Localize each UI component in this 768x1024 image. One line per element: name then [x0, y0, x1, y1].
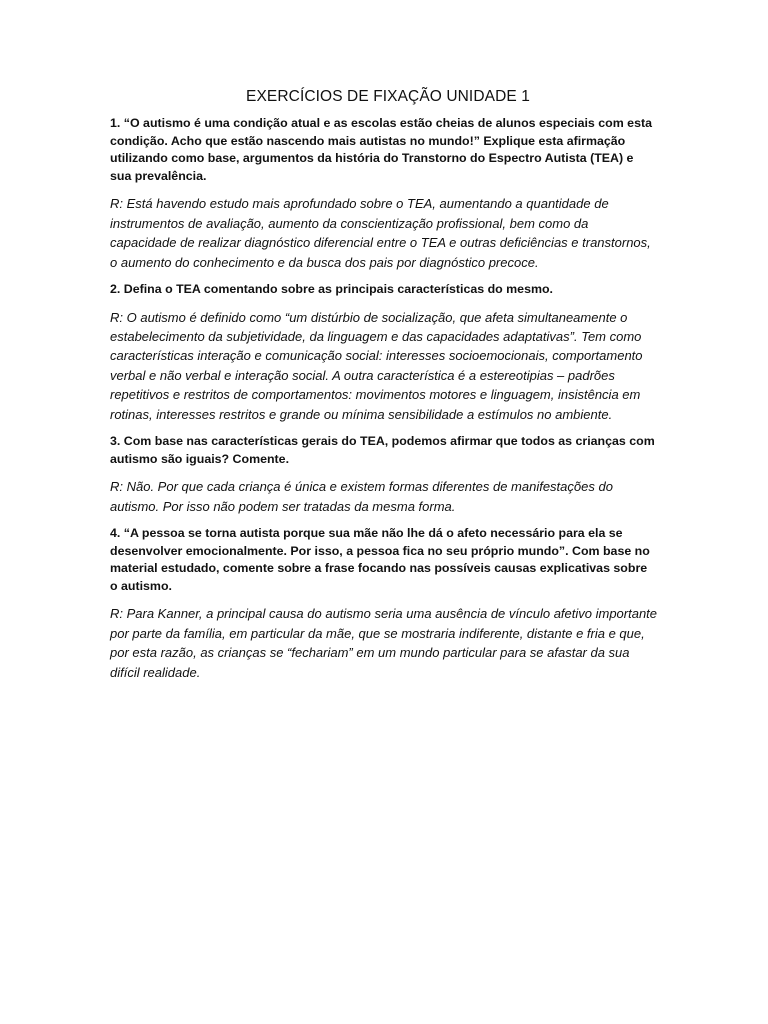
- answer-3: R: Não. Por que cada criança é única e existem formas diferentes de manifestações do autismo. Por isso não podem ser tratadas da mesma forma.: [110, 479, 613, 514]
- exercise-3: [110, 433, 658, 516]
- exercise-1: [110, 115, 658, 272]
- document-page: [110, 86, 658, 691]
- answer-2: R: O autismo é definido como “um distúrbio de socialização, que afeta simultaneamente o estabelecimento da subjetividade, da linguagem e das capacidades adaptativas”. Tem como características interação e comunicação social: interesses socioemocionais, comportamento verbal e não verbal e interação social. A outra característica é a estereotipias – padrões repetitivos e restritos de comportamentos: movimentos motores e linguagem, insistência em rotinas, interesses restritos e grande ou mínima sensibilidade a estímulos no ambiente.: [110, 309, 643, 422]
- exercise-4: [110, 525, 658, 682]
- question-2: 2. Defina o TEA comentando sobre as principais características do mesmo.: [110, 282, 553, 296]
- answer-1: R: Está havendo estudo mais aprofundado sobre o TEA, aumentando a quantidade de instrumentos de avaliação, aumento da conscientização profissional, bem como da capacidade de realizar diagnóstico diferencial entre o TEA e outras deficiências e transtornos, o aumento do conhecimento e da busca dos pais por diagnóstico precoce.: [110, 196, 651, 270]
- question-1: 1. “O autismo é uma condição atual e as escolas estão cheias de alunos especiais com esta condição. Acho que estão nascendo mais autistas no mundo!” Explique esta afirmação utilizando como base, argumentos da história do Transtorno do Espectro Autista (TEA) e sua prevalência.: [110, 116, 652, 183]
- question-4: 4. “A pessoa se torna autista porque sua mãe não lhe dá o afeto necessário para ela se desenvolver emocionalmente. Por isso, a pessoa fica no seu próprio mundo”. Com base no material estudado, comente sobre a frase focando nas possíveis causas explicativas sobre o autismo.: [110, 526, 650, 593]
- question-3: 3. Com base nas características gerais do TEA, podemos afirmar que todos as crianças com autismo são iguais? Comente.: [110, 434, 655, 466]
- answer-4: R: Para Kanner, a principal causa do autismo seria uma ausência de vínculo afetivo importante por parte da família, em particular da mãe, que se mostraria indiferente, distante e fria e que, por esta razão, as crianças se “fechariam” em um mundo particular para se afastar da sua difícil realidade.: [110, 606, 658, 680]
- exercise-2: [110, 281, 658, 424]
- document-title: EXERCÍCIOS DE FIXAÇÃO UNIDADE 1: [246, 88, 530, 105]
